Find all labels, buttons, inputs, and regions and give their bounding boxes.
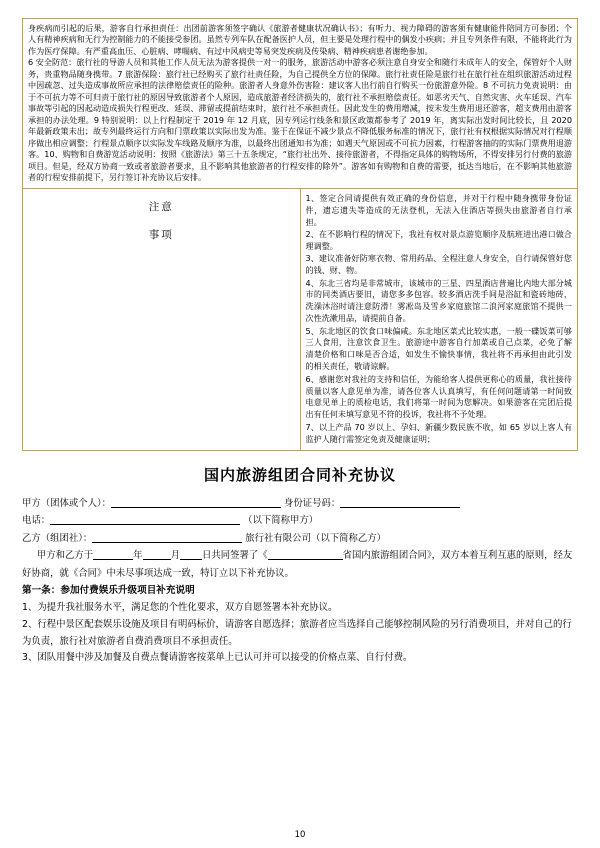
- signing-day-label: 日共同签署了《: [201, 550, 268, 562]
- party-b-company: 旅行社有限公司: [245, 532, 311, 544]
- phone-blank[interactable]: [50, 513, 240, 525]
- party-a-id-label: 身份证号码：: [284, 497, 341, 509]
- signing-year-label: 年: [133, 550, 143, 562]
- party-a-label: 甲方（团体或个人）：: [22, 497, 112, 509]
- section-one-item: 1、为提升我社服务水平，满足您的个性化要求，双方自愿签署本补充协议。: [22, 601, 338, 613]
- signing-day-blank[interactable]: [180, 548, 202, 560]
- notice-item: 2、在不影响行程的情况下，我社有权对景点游览顺序及航班进出港口做合理调整。: [305, 228, 572, 251]
- signing-month-label: 月: [170, 550, 180, 562]
- terms-row: [23, 19, 578, 189]
- party-b-label: 乙方（组团社）：: [22, 532, 93, 544]
- notice-item: 1、签定合同请提供有效正确的身份信息，并对于行程中随身携带身份证件，遗忘遗失等造成的无法登机，无法入住酒店等损失由旅游者自行承担。: [305, 192, 572, 227]
- notice-label-line-2: 事项: [148, 228, 174, 241]
- party-a-blank[interactable]: [111, 496, 281, 508]
- notice-item: 3、建议准备好防寒衣物、常用药品、全程注意人身安全，自行请保管好您的钱、财、物。: [305, 253, 572, 276]
- notice-row: [23, 188, 578, 450]
- section-one-items: [22, 600, 578, 668]
- signing-year-blank[interactable]: [93, 548, 133, 560]
- section-one-number: 第一条: [22, 584, 51, 596]
- notice-label-cell: [23, 188, 301, 450]
- party-a-id-blank[interactable]: [340, 496, 460, 508]
- party-b-short-label: （以下简称乙方）: [310, 532, 386, 544]
- phone-line: [22, 512, 578, 529]
- phone-label: 电话：: [22, 515, 51, 527]
- section-one-item: 3、团队用餐中涉及加餐及自费点餐请游客按菜单上已认可并可以接受的价格点菜、自行付费。: [22, 652, 413, 664]
- notice-item: 5、东北地区的饮食口味偏咸。东北地区菜式比较实惠，一般一碟饭菜可够三人食用，注意饮食卫生。旅游途中游客自行加菜或自己点菜，必免了解清楚价格和口味是否合适，如发生不愉快事情，我社将不再承担由此引发的相关责任，敬请谅解。: [305, 325, 572, 372]
- signing-suffix: 》，双方本着互利互惠的原则，经友好协商，就《合同》中未尽事项达成一致，特订立以下补充协议。: [22, 550, 573, 579]
- terms-table: [22, 18, 578, 451]
- notice-cell: [300, 188, 578, 450]
- page-title: 国内旅游组团合同补充协议: [203, 465, 396, 484]
- party-b-line: [22, 530, 578, 547]
- contract-name: 省国内旅游组团合同: [342, 550, 427, 562]
- signing-prefix: 甲方和乙方于: [36, 550, 94, 562]
- terms-paragraph-1: 身疾病而引起的后果，游客自行承担责任：出团前游客须签字确认《旅游者健康状况确认书》；有听力、视力障碍的游客须有健康能件陪同方可参团；个人有精神疾病和无行为控制能力的不能接受参团。虽然专列车队在配备医护人员，但主要是处理行程中的偶发小疾病；并且专列条件有限，不能将此行为作为医疗保障。有严重高血压、心脏病、哮喘病、有过中风病史等易突发疾病及传染病、精神疾病患者谢绝参加。: [28, 23, 572, 56]
- terms-cell: [23, 19, 578, 189]
- section-one-heading: [22, 582, 578, 600]
- signing-line: [22, 547, 578, 582]
- agreement-body: [22, 495, 578, 667]
- party-a-line: [22, 495, 578, 512]
- section-one-item: 2、行程中景区配套娱乐设施及项目有明码标价，请游客自愿选择；旅游者应当选择自己能够控制风险的另行消费项目，并对自己的行为负责，旅行社对旅游者自费消费项目不承担责任。: [22, 618, 572, 647]
- party-b-blank[interactable]: [92, 531, 242, 543]
- notice-label-line-1: 注意: [148, 200, 174, 213]
- terms-paragraph-2: 6 安全防范：旅行社的导游人员和其他工作人员无法为游客提供一对一的服务，旅游活动中游客必须注意自身安全和随行未成年人的安全，保管好个人财务，贵重物品随身携带。7 旅游保险：旅行社已经购买了旅行社责任险，为自己提供全方位的保障。旅行社责任险是旅行社在旅行社在组织旅游活动过程中因疏忽、过失造成事故所应承担的法律赔偿责任的险种。旅游者人身意外伤害险：建议客人出行前自行购买一份旅游意外险。8 不可抗力免责说明：由于不可抗力等不可归责于旅行社的原因导致旅游者个人原因，造成旅游者经济损失的，旅行社不承担赔偿责任。如恶劣天气、自然灾害、火车延误、汽车事故等引起的因起动造成损失行程更改、延误、滞留或提前结束时，旅行社不承担责任。因此发生的费用增减，按未发生费用退还游客，超支费用由游客承担的办法处理。9 特别说明：以上行程制定于 2019 年 12 月底，因专列运行线条和景区政策都参考了 2019 年，离实际出发时间比较长，且 2020 年最新政策未出；故专列最终运行方向和门票政策以实际出发为准。鉴于在保证不减少景点不降低服务标准的情况下，旅行社有权根据实际情况对行程顺序做出相应调整；行程景点顺序以实际发车线路及顺序为准，以最终出团通知书为准；如遇天气原因或不可抗力因素，行程游客抽的的实际门票费用退游客。10、购物和自费游览活动说明：按照《旅游法》第三十五条规定，“旅行社出外、接待旅游者，不得指定具体的购物场所，不得安排另行付费的旅游项目。但是，经双方协商一致或者旅游者要求，且不影响其他旅游者的行程安排的除外”。游客如有购物和自费的需要，抵达当地后，在不影响其他旅游者的行程安排前提下，另行签订补充协议后安排。: [28, 57, 572, 183]
- signing-month-blank[interactable]: [143, 548, 171, 560]
- notice-item: 6、感谢您对我社的支持和信任，为能给客人提供更称心的质量，我社接待质量以客人意见单为准，请各位客人认真填写，有任何问题请第一时间致电意见单上的质检电话，我们将第一时间为您解决。如果游客在完团后提出有任何未填写意见不符的投诉，我社将不予处理。: [305, 373, 572, 420]
- notice-item: 7、以上产品 70 岁以上、孕妇、新疆少数民族不收，如 65 岁以上客人有监护人随行需签定免责及健康证明；: [305, 421, 572, 444]
- section-one-title: ：参加付费娱乐升级项目补充说明: [50, 584, 195, 596]
- notice-item: 4、东北三省均是非常城市，该城市的三星、四星酒店普遍比内地大部分城市的同类酒店要旧，请您多多包容。较多酒店洗手间是浴缸和瓷砖地砖，洗澡沐浴时请注意防滑！雾凇岛及雪乡家庭旅馆二浪河家庭旅馆不提供一次性洗漱用品，请提前自备。: [305, 277, 572, 324]
- contract-province-blank[interactable]: [268, 548, 343, 560]
- party-a-short-label: （以下简称甲方）: [243, 515, 319, 527]
- page-number: 10: [294, 830, 306, 840]
